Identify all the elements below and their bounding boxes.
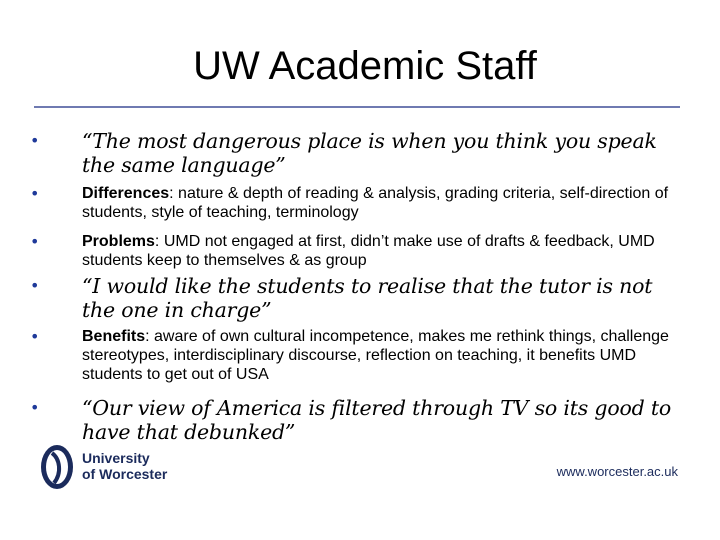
- title-divider: [34, 106, 680, 108]
- bullet-body: : nature & depth of reading & analysis, grading criteria, self-direction of students, style of teaching, terminology: [82, 185, 669, 221]
- bullet-marker: •: [30, 232, 40, 251]
- bullet-body: : aware of own cultural incompetence, makes me rethink things, challenge stereotypes, interdisciplinary discourse, reflection on teaching, it benefits UMD students to get out of USA: [82, 328, 669, 383]
- bullet-marker: •: [30, 131, 40, 150]
- bullet-quote-text: “Our view of America is filtered through TV so its good to have that debunked”: [82, 396, 672, 444]
- bullet-quote-text: “I would like the students to realise that the tutor is not the one in charge”: [82, 274, 653, 322]
- bullet-marker: •: [30, 327, 40, 346]
- bullet-body: : UMD not engaged at first, didn’t make use of drafts & feedback, UMD students keep to themselves & as group: [82, 233, 655, 269]
- university-crest-icon: [40, 443, 74, 491]
- bullet-lead: Differences: [82, 185, 170, 202]
- university-logo: [40, 443, 180, 491]
- bullet-marker: •: [30, 398, 40, 417]
- bullet-lead: Problems: [82, 233, 155, 250]
- bullet-marker: •: [30, 276, 40, 295]
- bullet-lead: Benefits: [82, 328, 146, 345]
- bullet-quote-text: “The most dangerous place is when you think you speak the same language”: [82, 129, 657, 177]
- slide-title: UW Academic Staff: [193, 44, 537, 88]
- logo-line-1: University: [82, 450, 150, 466]
- bullet-marker: •: [30, 184, 40, 203]
- logo-line-2: of Worcester: [82, 466, 168, 482]
- footer-url: www.worcester.ac.uk: [556, 464, 678, 479]
